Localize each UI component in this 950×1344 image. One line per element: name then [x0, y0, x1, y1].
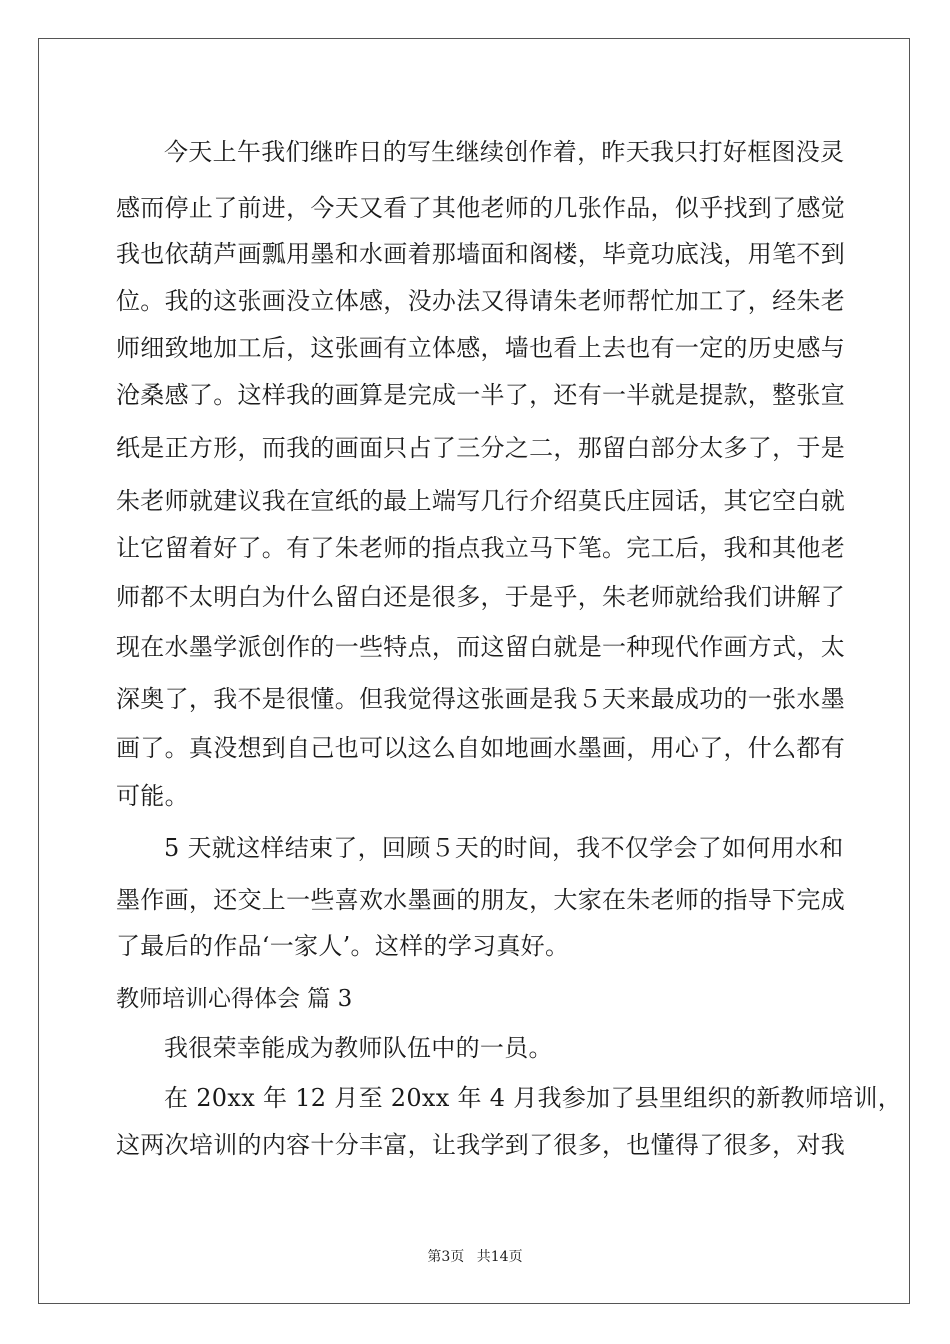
page-number: 第3页 — [427, 1249, 465, 1265]
paragraph-1-line-8: 朱老师就建议我在宣纸的最上端写几行介绍莫氏庄园话，其它空白就 — [116, 487, 845, 515]
paragraph-1-line-6: 沧桑感了。这样我的画算是完成一半了，还有一半就是提款，整张宣 — [116, 381, 845, 409]
paragraph-1-line-10: 师都不太明白为什么留白还是很多，于是乎，朱老师就给我们讲解了 — [116, 583, 845, 611]
paragraph-2-line-2: 墨作画，还交上一些喜欢水墨画的朋友，大家在朱老师的指导下完成 — [116, 886, 845, 914]
paragraph-4-line-2: 这两次培训的内容十分丰富，让我学到了很多，也懂得了很多，对我 — [116, 1131, 845, 1159]
paragraph-1-line-12: 深奥了，我不是很懂。但我觉得这张画是我５天来最成功的一张水墨 — [116, 685, 845, 713]
paragraph-1-line-4: 位。我的这张画没立体感，没办法又得请朱老师帮忙加工了，经朱老 — [116, 287, 845, 315]
paragraph-1-line-9: 让它留着好了。有了朱老师的指点我立马下笔。完工后，我和其他老 — [116, 534, 845, 562]
paragraph-1-line-13: 画了。真没想到自己也可以这么自如地画水墨画，用心了，什么都有 — [116, 734, 845, 762]
section-heading: 教师培训心得体会 篇 3 — [116, 986, 353, 1012]
paragraph-1-line-2: 感而停止了前进，今天又看了其他老师的几张作品，似乎找到了感觉 — [116, 194, 845, 222]
paragraph-1-line-7: 纸是正方形，而我的画面只占了三分之二，那留白部分太多了，于是 — [116, 434, 845, 462]
paragraph-1-line-3: 我也依葫芦画瓢用墨和水画着那墙面和阁楼，毕竟功底浅，用笔不到 — [116, 240, 845, 268]
paragraph-1-line-5: 师细致地加工后，这张画有立体感，墙也看上去也有一定的历史感与 — [116, 334, 845, 362]
paragraph-2-line-1: 5 天就这样结束了，回顾５天的时间，我不仅学会了如何用水和 — [164, 834, 844, 862]
paragraph-3-line-1: 我很荣幸能成为教师队伍中的一员。 — [164, 1034, 553, 1062]
page-footer — [0, 1247, 950, 1267]
paragraph-2-line-3: 了最后的作品‘一家人’。这样的学习真好。 — [116, 932, 570, 960]
paragraph-1-line-14: 可能。 — [116, 782, 189, 810]
paragraph-4-line-1: 在 20xx 年 12 月至 20xx 年 4 月我参加了县里组织的新教师培训， — [164, 1084, 903, 1112]
paragraph-1-line-1: 今天上午我们继昨日的写生继续创作着，昨天我只打好框图没灵 — [164, 138, 845, 166]
page-total: 共14页 — [476, 1249, 523, 1265]
paragraph-1-line-11: 现在水墨学派创作的一些特点，而这留白就是一种现代作画方式，太 — [116, 633, 845, 661]
